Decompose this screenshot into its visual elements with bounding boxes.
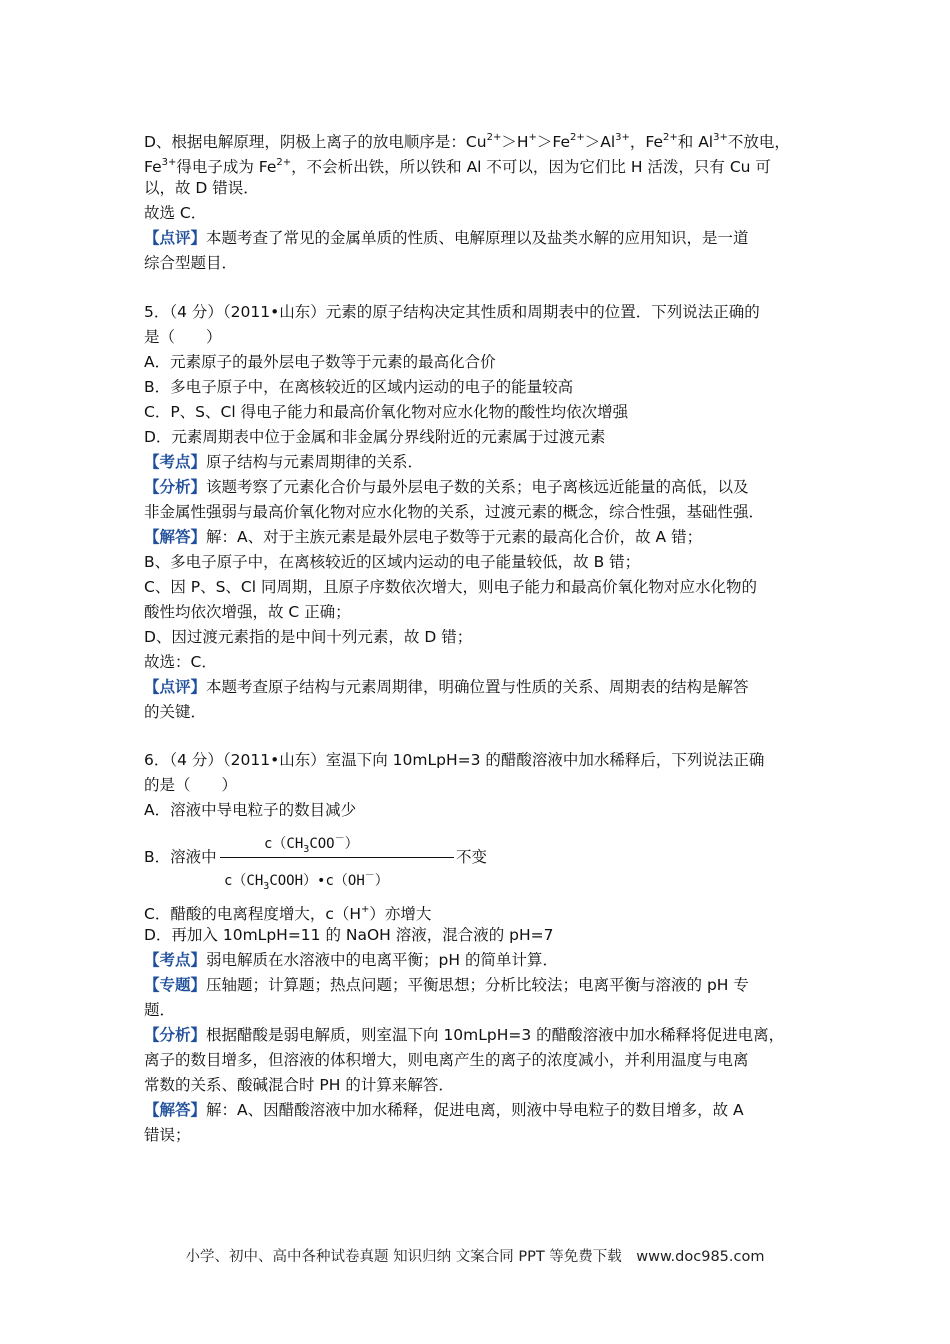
text: 本题考查原子结构与元素周期律，明确位置与性质的关系、周期表的结构是解答	[206, 678, 749, 696]
text: ，不会析出铁，所以铁和 Al 不可以，因为它们比 H 活泼，只有 Cu 可	[291, 158, 771, 176]
text: 本题考查了常见的金属单质的性质、电解原理以及盐类水解的应用知识，是一道	[206, 229, 749, 247]
fraction-numerator	[264, 829, 359, 855]
q5-option-d: D．元素周期表中位于金属和非金属分界线附近的元素属于过渡元素	[144, 428, 606, 446]
text: 解：A、因醋酸溶液中加水稀释，促进电离，则液中导电粒子的数目增多，故 A	[206, 1101, 744, 1119]
text: ）亦增大	[369, 905, 432, 923]
q6-option-d: D．再加入 10mLpH=11 的 NaOH 溶液，混合液的 pH=7	[144, 926, 554, 944]
superscript: 2+	[276, 157, 292, 168]
text: 原子结构与元素周期律的关系．	[206, 453, 424, 471]
q6-option-a: A．溶液中导电粒子的数目减少	[144, 801, 357, 819]
superscript: +	[361, 904, 370, 915]
q5-choose: 故选：C．	[144, 653, 217, 671]
text: ）	[344, 836, 359, 852]
q5-analysis-2: 非金属性强弱与最高价氧化物对应水化物的关系，过渡元素的概念，综合性强，基础性强．	[144, 503, 765, 521]
q5-stem-1: 5．（4 分）（2011•山东）元素的原子结构决定其性质和周期表中的位置．下列说法正确的	[144, 303, 760, 321]
analysis-tag: 【分析】	[144, 1026, 207, 1044]
review-tag: 【点评】	[144, 678, 207, 696]
q5-option-a: A．元素原子的最外层电子数等于元素的最高化合价	[144, 353, 496, 371]
superscript: 3+	[713, 132, 728, 143]
q6-answer-2: 错误；	[144, 1126, 191, 1144]
text: ＞Al	[584, 133, 616, 151]
q6-kaodian	[144, 950, 558, 970]
q5-analysis-1	[144, 477, 749, 497]
answer-tag: 【解答】	[144, 1101, 207, 1119]
review-tag: 【点评】	[144, 229, 207, 247]
q6-option-b-label: B．溶液中	[144, 848, 217, 866]
q6-analysis-2: 离子的数目增多，但溶液的体积增大，则电离产生的离子的浓度减小，并利用温度与电离	[144, 1051, 749, 1069]
fraction-bar	[220, 857, 454, 858]
superscript: －	[334, 833, 345, 844]
footer-ad: 小学、初中、高中各种试卷真题 知识归纳 文案合同 PPT 等免费下载 www.doc985.com	[185, 1249, 765, 1265]
superscript: 2+	[663, 132, 678, 143]
text: ）	[374, 873, 389, 889]
fraction-denominator	[224, 866, 389, 892]
q5-kaodian	[144, 452, 423, 472]
subscript: 3	[263, 881, 270, 892]
analysis-tag: 【分析】	[144, 478, 207, 496]
subscript: 3	[303, 844, 310, 855]
q6-zhuanti-2: 题．	[144, 1001, 176, 1019]
text: ，Fe	[629, 133, 664, 151]
q6-stem-2: 的是（ ）	[144, 776, 238, 794]
q6-answer-1	[144, 1100, 744, 1120]
superscript: 3+	[615, 132, 630, 143]
text: COO	[309, 836, 335, 852]
superscript: －	[364, 870, 375, 881]
zhuanti-tag: 【专题】	[144, 976, 207, 994]
text: 弱电解质在水溶液中的电离平衡；pH 的简单计算．	[206, 951, 558, 969]
q6-zhuanti-1	[144, 975, 749, 995]
q5-option-b: B．多电子原子中，在离核较近的区域内运动的电子的能量较高	[144, 378, 574, 396]
text: ＞Fe	[536, 133, 570, 151]
text: Fe	[144, 158, 162, 176]
q5-answer-2: B、多电子原子中，在离核较近的区域内运动的电子能量较低，故 B 错；	[144, 553, 641, 571]
text: c（CH	[264, 836, 304, 852]
block-d-line-3: 以，故 D 错误．	[144, 179, 259, 197]
block-d-review-2: 综合型题目．	[144, 254, 238, 272]
fraction-formula	[220, 820, 454, 890]
q6-option-c	[144, 900, 431, 924]
text: ＞H	[501, 133, 529, 151]
text: 该题考察了元素化合价与最外层电子数的关系；电子离核远近能量的高低，以及	[206, 478, 749, 496]
q5-answer-4: 酸性均依次增强，故 C 正确；	[144, 603, 351, 621]
block-d-line-2	[144, 153, 771, 177]
text: c（CH	[224, 873, 264, 889]
superscript: 2+	[486, 132, 502, 143]
block-d-choose: 故选 C．	[144, 204, 207, 222]
text: 压轴题；计算题；热点问题；平衡思想；分析比较法；电离平衡与溶液的 pH 专	[206, 976, 749, 994]
text: 不放电，	[727, 133, 790, 151]
q5-answer-3: C、因 P、S、Cl 同周期，且原子序数依次增大，则电子能力和最高价氧化物对应水化物的	[144, 578, 757, 596]
q5-review-2: 的关键．	[144, 703, 207, 721]
text: COOH）•c（OH	[269, 873, 365, 889]
text: 根据醋酸是弱电解质，则室温下向 10mLpH=3 的醋酸溶液中加水稀释将促进电离，	[206, 1026, 785, 1044]
text: 解：A、对于主族元素是最外层电子数等于元素的最高化合价，故 A 错；	[206, 528, 703, 546]
text: D、根据电解原理，阴极上离子的放电顺序是：Cu	[144, 133, 487, 151]
q5-answer-5: D、因过渡元素指的是中间十列元素，故 D 错；	[144, 628, 473, 646]
block-d-review	[144, 228, 749, 248]
q5-option-c: C．P、S、Cl 得电子能力和最高价氧化物对应水化物的酸性均依次增强	[144, 403, 629, 421]
text: C．醋酸的电离程度增大，c（H	[144, 905, 362, 923]
kaodian-tag: 【考点】	[144, 951, 207, 969]
kaodian-tag: 【考点】	[144, 453, 207, 471]
q6-analysis-3: 常数的关系、酸碱混合时 PH 的计算来解答．	[144, 1076, 454, 1094]
superscript: +	[528, 132, 537, 143]
q6-option-b-suffix: 不变	[456, 848, 488, 866]
text: 得电子成为 Fe	[176, 158, 277, 176]
text: 和 Al	[677, 133, 714, 151]
q6-analysis-1	[144, 1025, 784, 1045]
superscript: 2+	[570, 132, 585, 143]
answer-tag: 【解答】	[144, 528, 207, 546]
q6-stem-1: 6．（4 分）（2011•山东）室温下向 10mLpH=3 的醋酸溶液中加水稀释后，下列说法正确	[144, 751, 765, 769]
q5-answer-1	[144, 527, 702, 547]
q5-review	[144, 677, 749, 697]
q5-stem-2: 是（ ）	[144, 328, 222, 346]
block-d-line-1	[144, 128, 790, 152]
superscript: 3+	[161, 157, 177, 168]
